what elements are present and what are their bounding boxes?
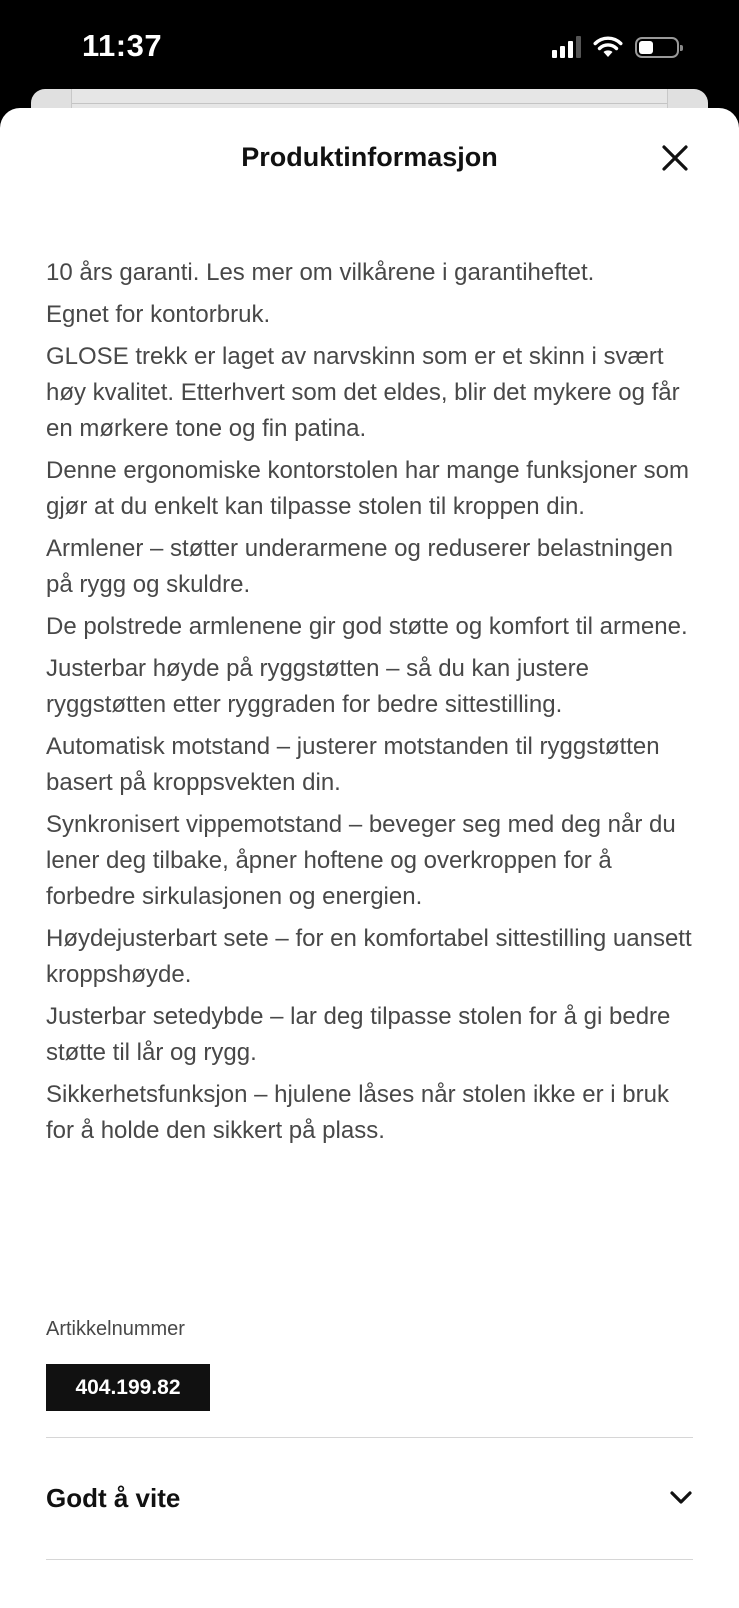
accordion-good-to-know[interactable] — [46, 1438, 693, 1558]
paragraph-armrests: Armlener – støtter underarmene og reduserer belastningen på rygg og skuldre. — [46, 535, 673, 598]
status-icons — [552, 36, 679, 58]
sheet-title: Produktinformasjon — [241, 142, 498, 172]
paragraph-auto-resistance: Automatisk motstand – justerer motstanden til ryggstøtten basert på kroppsvekten din. — [46, 733, 660, 796]
wifi-icon — [593, 36, 623, 58]
paragraph-warranty: 10 års garanti. Les mer om vilkårene i garantiheftet. — [46, 259, 595, 286]
paragraph-seat-height: Høydejusterbart sete – for en komfortabel sittestilling uansett kroppshøyde. — [46, 925, 692, 988]
divider — [46, 1559, 693, 1560]
product-description — [46, 255, 693, 1155]
status-bar — [0, 0, 739, 90]
paragraph-office-use: Egnet for kontorbruk. — [46, 301, 271, 328]
cellular-signal-icon — [552, 36, 581, 58]
accordion-label: Godt å vite — [46, 1482, 181, 1513]
battery-icon — [635, 37, 679, 58]
paragraph-material: GLOSE trekk er laget av narvskinn som er et skinn i svært høy kvalitet. Etterhvert som det eldes, blir det mykere og får en mørkere tone og fin patina. — [46, 343, 680, 442]
article-number-label: Artikkelnummer — [46, 1318, 185, 1340]
paragraph-padded-armrests: De polstrede armlenene gir god støtte og komfort til armene. — [46, 613, 688, 640]
close-button[interactable] — [657, 140, 693, 176]
paragraph-backrest-height: Justerbar høyde på ryggstøtten – så du kan justere ryggstøtten etter ryggraden for bedre sittestilling. — [46, 655, 589, 718]
close-icon — [662, 145, 688, 171]
product-info-sheet — [0, 108, 739, 1608]
paragraph-ergonomic: Denne ergonomiske kontorstolen har mange funksjoner som gjør at du enkelt kan tilpasse stolen til kroppen din. — [46, 457, 690, 520]
status-time: 11:37 — [82, 28, 163, 63]
paragraph-seat-depth: Justerbar setedybde – lar deg tilpasse stolen for å gi bedre støtte til lår og rygg. — [46, 1003, 671, 1066]
article-number-badge: 404.199.82 — [46, 1364, 210, 1411]
chevron-down-icon — [669, 1490, 693, 1506]
paragraph-synchro-tilt: Synkronisert vippemotstand – beveger seg med deg når du lener deg tilbake, åpner hoftene og overkroppen for å forbedre sirkulasjonen og energien. — [46, 811, 676, 910]
paragraph-safety: Sikkerhetsfunksjon – hjulene låses når stolen ikke er i bruk for å holde den sikkert på plass. — [46, 1081, 669, 1144]
